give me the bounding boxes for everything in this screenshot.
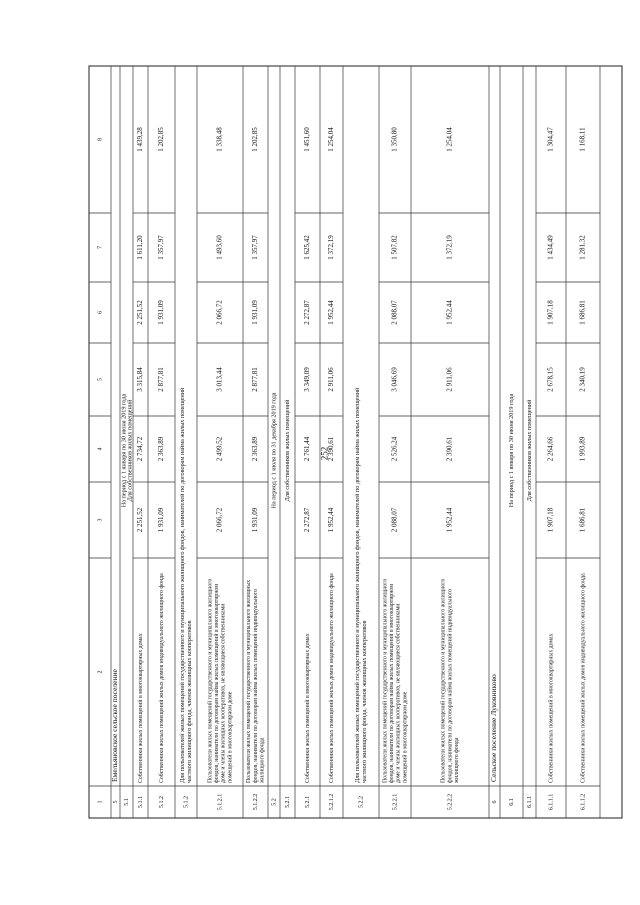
group-label: Для собственников жилых помещений [525,399,533,502]
tariff-value: 1 372,19 [327,235,336,260]
tariff-value: 1 338,48 [215,127,224,152]
row-name [245,580,265,784]
tariff-value: 1 350,80 [390,127,399,152]
row-code: 5.2.2.1 [392,793,399,811]
row-code: 5.2 [271,798,278,806]
tariff-value: 1 254,04 [445,127,454,152]
tariff-value: 2 251,52 [136,507,145,533]
tariff-value: 1 357,97 [157,235,166,260]
tariff-value: 1 993,89 [578,436,587,462]
tariff-value: 3 349,09 [303,367,312,392]
column-header-6: 6 [97,311,104,314]
group-label-line: Для пользователей жилых помещений государственного и муниципального жилищного фондов, нанимателей по договорам найма жилых помещений [353,387,361,783]
tariff-value: 1 202,85 [251,127,260,152]
row-code: 6.1.1 [526,796,533,808]
row-name [440,579,460,784]
row-code: 5.1.2 [183,796,190,808]
row-name-line: Собственники жилых помещений в многоквартирных домах [137,633,144,783]
section-title: Сельское поселение Луковниково [489,674,499,782]
tariff-value: 2 088,07 [390,507,399,533]
row-name [547,633,554,783]
group-label-line: Для пользователей жилых помещений государственного и муниципального жилищного фондов, нанимателей по договорам найма жилых помещений [178,387,186,783]
row-code: 5.2.2.2 [447,793,454,811]
tariff-value: 1 625,42 [303,235,312,260]
row-code: 6.1.1.2 [580,793,587,811]
tariff-value: 2 390,61 [327,436,336,462]
tariff-value: 1 931,09 [251,300,260,325]
column-header-1: 1 [97,800,104,804]
tariff-value: 1 931,09 [157,507,166,533]
tariff-value: 2 761,44 [303,436,312,462]
row-name [579,573,586,783]
tariff-value: 1 254,04 [327,127,336,152]
row-name-line: помещений в многоквартирном доме [402,691,409,783]
tariff-value: 2 911,06 [327,367,336,392]
tariff-value: 1 907,18 [546,300,555,325]
row-code: 5.2.2 [358,796,365,808]
row-name [328,573,335,783]
row-code: 5.2.1 [304,796,311,808]
tariff-value: 1 952,44 [445,300,454,325]
row-code: 5.1.2.2 [252,793,259,811]
group-label-line: частного жилищного фонда, членов жилищных кооперативов [360,620,368,783]
tariff-value: 1 357,97 [251,235,260,260]
period-label: На период с 1 января по 30 июня 2019 года [120,393,128,508]
row-name-line: Пользователи жилых помещений государственного и муниципального жилищного [440,578,447,783]
column-header-7: 7 [97,246,104,249]
row-code: 5.2.1.2 [328,793,335,811]
tariff-value: 1 611,20 [136,235,145,260]
row-name-line: доме и члены жилищных кооперативов, не являющиеся собственниками [395,603,402,783]
row-code: 6 [491,800,498,804]
tariff-value: 2 678,15 [546,367,555,392]
row-name-line: доме и члены жилищных кооперативов, не являющиеся собственниками [220,603,227,783]
tariff-value: 1 931,09 [251,507,260,533]
tariff-value: 3 046,69 [390,367,399,392]
tariff-value: 1 952,44 [327,507,336,533]
tariff-value: 1 686,81 [578,507,587,533]
row-code: 6.1.1.1 [548,793,555,811]
row-name-line: Собственники жилых помещений в многоквартирных домах [304,633,311,783]
tariff-value: 1 168,11 [578,127,587,152]
row-name-line: фондов, наниматели по договорам найма жилых помещений индивидуального [252,588,259,783]
tariff-value: 1 952,44 [327,300,336,325]
column-header-4: 4 [97,447,104,451]
row-name [158,573,165,783]
tariff-value: 1 439,28 [136,127,145,152]
row-name-line: фондов, наниматели по договорам найма жилых помещений в многоквартирном [388,584,395,783]
row-code: 5 [112,800,119,804]
tariff-value: 1 686,81 [578,300,587,325]
row-name-line: жилищного фонда [453,737,460,783]
tariff-value: 2 066,72 [215,507,224,533]
row-code: 5.1.2.1 [217,793,224,811]
row-code: 5.1.2 [158,796,165,808]
tariff-value: 2 499,52 [215,436,224,462]
tariff-value: 2 734,72 [136,436,145,462]
tariff-value: 2 088,07 [390,300,399,325]
period-label: На период с 1 июля по 31 декабря 2019 года [270,392,278,509]
tariff-value: 1 907,18 [546,507,555,533]
tariff-value: 2 272,87 [303,507,312,533]
tariff-value: 1 304,47 [546,127,555,152]
tariff-value: 2 264,66 [546,436,555,462]
group-label [179,387,193,783]
tariff-value: 2 251,52 [136,300,145,325]
page-number: 252 [319,446,330,460]
tariff-value: 2 877,81 [157,367,166,392]
row-name-line: Пользователи жилых помещений государственного и муниципального жилищного [207,578,214,783]
row-code: 5.1 [123,798,130,806]
tariff-value: 1 952,44 [445,507,454,533]
tariff-value: 2 877,81 [251,367,260,392]
row-name-line: Собственники жилых помещений жилых домов индивидуального жилищного фонда [328,573,335,783]
row-name-line: Собственники жилых помещений жилых домов индивидуального жилищного фонда [158,573,165,783]
row-name [304,633,311,783]
group-label: Для собственников жилых помещений [126,399,134,502]
tariff-value: 2 340,19 [578,367,587,392]
row-name-line: жилищного фонда [259,737,266,783]
group-label: Для собственников жилых помещений [283,399,291,502]
section-title: Емельяновское сельское поселение [110,669,120,782]
period-label: На период с 1 января по 30 июня 2019 года [507,393,515,508]
column-header-2: 2 [97,670,104,674]
tariff-value: 1 493,60 [215,235,224,260]
tariff-value: 1 434,49 [546,235,555,260]
row-name [206,579,233,783]
tariff-value: 2 390,61 [445,436,454,462]
group-label-line: частного жилищного фонда, членов жилищных кооперативов [185,620,193,783]
tariff-value: 1 202,85 [157,127,166,152]
row-code: 5.1.1 [137,796,144,808]
tariff-value: 1 372,19 [445,235,454,260]
tariff-value: 3 013,44 [215,367,224,392]
tariff-value: 2 526,24 [390,436,399,462]
row-name-line: Собственники жилых помещений в многоквартирных домах [548,633,555,783]
tariff-value: 2 363,89 [157,436,166,462]
tariff-value: 2 066,72 [215,300,224,325]
tariff-value: 2 363,89 [251,436,260,462]
column-header-5: 5 [97,378,104,381]
row-name-line: фондов, наниматели по договорам найма жилых помещений индивидуального [447,588,454,783]
row-name-line: Пользователи жилых помещений государственного и муниципального жилищного [382,578,389,783]
row-code: 6.1 [508,798,515,806]
column-header-8: 8 [97,138,104,141]
tariff-value: 2 272,87 [303,300,312,325]
row-name [137,633,144,783]
tariff-value: 3 315,84 [136,367,145,392]
tariff-value: 1 931,09 [157,300,166,325]
group-label [354,387,368,783]
row-name-line: Пользователи жилых помещений государственного и муниципального жилищных [246,579,253,783]
row-code: 5.2.1 [284,796,291,808]
tariff-value: 1 281,32 [578,235,587,260]
column-header-3: 3 [97,518,104,522]
row-name-line: фондов, наниматели по договорам найма жилых помещений в многоквартирном [213,584,220,783]
row-name-line: Собственники жилых помещений жилых домов индивидуального жилищного фонда [580,573,587,783]
tariff-value: 1 451,60 [303,127,312,152]
tariff-value: 2 911,06 [445,367,454,392]
row-name-line: помещений в многоквартирном доме [227,691,234,783]
tariff-value: 1 507,82 [390,235,399,260]
row-name [381,579,408,783]
